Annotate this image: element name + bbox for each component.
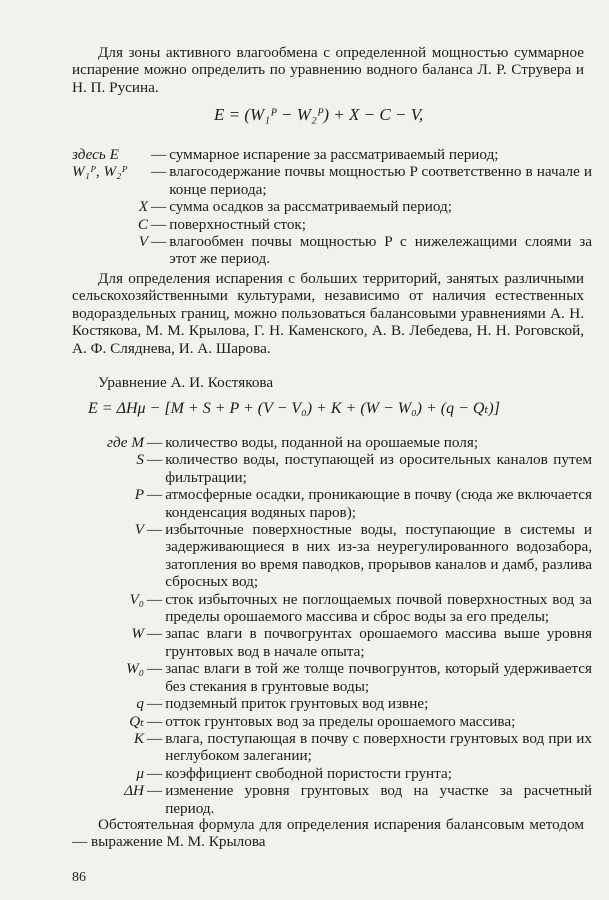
definition-symbol: q bbox=[136, 695, 144, 713]
paragraph-large-territories: Для определения испарения с больших территорий, занятых различными сельскохозяйственными культурами, независимо от наличия естественных водораздельных границ, можно пользоваться балансовыми уравнениями А. Н. Костякова, М. М. Крылова, Г. Н. Каменского, А. В. Лебедева, Н. Н. Роговской, А. Ф. Сляднева, И. А. Шарова. bbox=[72, 270, 584, 357]
definition-row bbox=[72, 146, 592, 163]
definition-text: сумма осадков за рассматриваемый период; bbox=[169, 198, 452, 216]
paragraph-kostyakov-heading: Уравнение А. И. Костякова bbox=[98, 374, 274, 391]
definition-symbol: Qₜ bbox=[129, 712, 144, 730]
definition-row bbox=[72, 713, 592, 730]
definition-symbol: здесь E bbox=[72, 146, 119, 163]
definition-row bbox=[72, 451, 592, 486]
definition-row bbox=[72, 198, 592, 215]
definition-dash: — bbox=[147, 625, 163, 643]
definition-symbol: C bbox=[137, 215, 148, 233]
definition-dash: — bbox=[147, 486, 163, 504]
definition-row bbox=[72, 625, 592, 660]
definition-dash: — bbox=[147, 434, 163, 451]
definition-symbol: W₀ bbox=[126, 660, 144, 678]
definition-text: изменение уровня грунтовых вод на участке за расчетный период. bbox=[165, 782, 592, 817]
definition-symbol: S bbox=[136, 451, 144, 469]
definition-text: запас влаги в той же толще почвогрунтов, который удерживается без стекания в грунтовые воды; bbox=[165, 660, 592, 695]
definition-row bbox=[72, 521, 592, 591]
definition-symbol: V bbox=[134, 521, 144, 539]
definition-row bbox=[72, 163, 592, 198]
definition-dash: — bbox=[147, 782, 163, 800]
definition-dash: — bbox=[147, 660, 163, 678]
definition-row bbox=[72, 591, 592, 626]
definition-row bbox=[72, 233, 592, 268]
definition-dash: — bbox=[151, 233, 167, 251]
definition-text: сток избыточных не поглощаемых почвой поверхностных вод за пределы орошаемого массива и сброс воды за его пределы; bbox=[165, 590, 592, 626]
definition-symbol: P bbox=[134, 486, 144, 504]
definition-symbol: V bbox=[138, 233, 148, 251]
definition-row bbox=[72, 660, 592, 695]
definition-dash: — bbox=[151, 198, 167, 216]
definition-text: суммарное испарение за рассматриваемый период; bbox=[169, 146, 499, 163]
definition-dash: — bbox=[147, 729, 163, 747]
definition-row bbox=[72, 730, 592, 765]
definition-symbol: K bbox=[133, 729, 144, 747]
definition-text: влага, поступающая в почву с поверхности грунтовых вод при их неглубоком залегании; bbox=[165, 729, 592, 765]
definition-symbol: μ bbox=[136, 764, 144, 782]
formula-water-balance: E = (W₁ᴾ − W₂ᴾ) + X − C − V, bbox=[214, 105, 424, 124]
definition-row bbox=[72, 695, 592, 712]
definition-dash: — bbox=[147, 521, 163, 539]
definition-text: влагосодержание почвы мощностью P соответственно в начале и конце периода; bbox=[169, 163, 592, 198]
definition-text: избыточные поверхностные воды, поступающие в системы и задерживающиеся в них из-за неурегулированного водозабора, затопления во время паводков, прорывов каналов и дамб, разлива сбросных вод; bbox=[165, 521, 592, 591]
definition-symbol: где M bbox=[107, 434, 144, 451]
definition-text: атмосферные осадки, проникающие в почву (сюда же включается конденсация водяных паров); bbox=[165, 486, 592, 521]
definition-text: количество воды, поступающей из оросительных каналов путем фильтрации; bbox=[165, 451, 592, 486]
definition-dash: — bbox=[147, 590, 163, 608]
definition-text: отток грунтовых вод за пределы орошаемого массива; bbox=[165, 712, 516, 730]
definition-symbol: W₁ᴾ, W₂ᴾ bbox=[72, 163, 128, 181]
definition-dash: — bbox=[151, 146, 167, 163]
definition-text: подземный приток грунтовых вод извне; bbox=[165, 695, 429, 713]
intro-paragraph: Для зоны активного влагообмена с определенной мощностью суммарное испарение можно определить по уравнению водного баланса Л. Р. Струвера и Н. П. Русина. bbox=[72, 44, 584, 96]
definition-text: коэффициент свободной пористости грунта; bbox=[165, 764, 452, 782]
definition-dash: — bbox=[151, 215, 167, 233]
definition-row bbox=[72, 486, 592, 521]
definition-text: запас влаги в почвогрунтах орошаемого массива выше уровня грунтовых вод в начале опыта; bbox=[165, 625, 592, 660]
definition-text: поверхностный сток; bbox=[169, 215, 307, 233]
definition-symbol: ΔH bbox=[124, 782, 144, 800]
formula-kostyakov: E = ΔHμ − [M + S + P + (V − V₀) + K + (W − W₀) + (q − Qₜ)] bbox=[88, 400, 500, 417]
definition-symbol: W bbox=[131, 625, 144, 643]
definition-row bbox=[72, 216, 592, 233]
paragraph-krylov: Обстоятельная формула для определения испарения балансовым методом — выражение М. М. Крылова bbox=[72, 816, 584, 851]
definition-text: влагообмен почвы мощностью P с нижележащими слоями за этот же период. bbox=[169, 233, 592, 268]
page-number: 86 bbox=[72, 870, 86, 885]
definition-symbol: X bbox=[138, 198, 148, 216]
definition-symbol: V₀ bbox=[129, 590, 144, 608]
definition-dash: — bbox=[147, 764, 163, 782]
definition-dash: — bbox=[147, 695, 163, 713]
definitions-list-1 bbox=[72, 146, 592, 268]
definition-dash: — bbox=[147, 712, 163, 730]
definition-text: количество воды, поданной на орошаемые поля; bbox=[165, 434, 479, 451]
definitions-list-2 bbox=[72, 434, 592, 817]
definition-dash: — bbox=[147, 451, 163, 469]
definition-row bbox=[72, 765, 592, 782]
definition-row bbox=[72, 782, 592, 817]
definition-row bbox=[72, 434, 592, 451]
definition-dash: — bbox=[151, 163, 167, 181]
